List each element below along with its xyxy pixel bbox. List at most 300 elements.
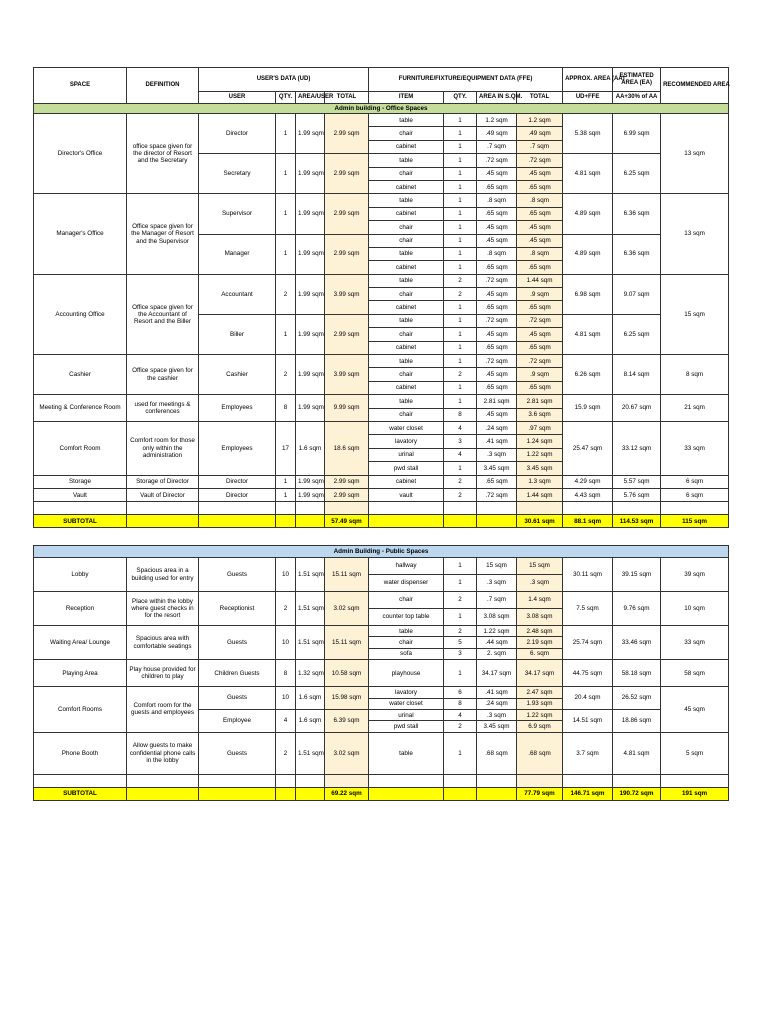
- item-total: .8 sqm: [517, 194, 563, 207]
- user-name: Guests: [199, 626, 276, 660]
- item-name: table: [369, 114, 444, 127]
- item-total: 15 sqm: [517, 558, 563, 575]
- item-total: .45 sqm: [517, 221, 563, 234]
- approx-area: 6.98 sqm: [563, 274, 613, 314]
- item-qty: 2: [444, 368, 477, 381]
- user-area: 1.51 sqm: [296, 592, 325, 626]
- subtotal-ffe: 77.79 sqm: [517, 787, 563, 800]
- subtotal-approx: 88.1 sqm: [563, 515, 613, 528]
- item-area: .7 sqm: [477, 140, 517, 153]
- item-total: 3.45 sqm: [517, 462, 563, 475]
- approx-area: 20.4 sqm: [563, 687, 613, 710]
- table-row: [34, 626, 729, 637]
- recommended-area: 15 sqm: [661, 274, 729, 354]
- subtotal-label: SUBTOTAL: [34, 515, 127, 528]
- item-area: .65 sqm: [477, 381, 517, 394]
- item-qty: 1: [444, 395, 477, 408]
- item-name: pwd stall: [369, 462, 444, 475]
- item-total: .49 sqm: [517, 127, 563, 140]
- table-row: [34, 421, 729, 434]
- header-users-data: USER'S DATA (UD): [199, 68, 369, 92]
- office-spaces-table: [33, 67, 729, 528]
- user-name: Supervisor: [199, 194, 276, 234]
- header-definition: DEFINITION: [127, 68, 199, 104]
- user-area: 1.6 sqm: [296, 709, 325, 732]
- item-total: .65 sqm: [517, 301, 563, 314]
- estimated-area: 5.57 sqm: [613, 475, 661, 488]
- item-total: 1.2 sqm: [517, 114, 563, 127]
- space-definition: Allow guests to make confidential phone calls in the lobby: [127, 732, 199, 774]
- user-name: Employee: [199, 709, 276, 732]
- header-user: USER: [199, 92, 276, 104]
- item-name: chair: [369, 127, 444, 140]
- item-name: chair: [369, 234, 444, 247]
- approx-area: 4.43 sqm: [563, 488, 613, 501]
- recommended-area: 39 sqm: [661, 558, 729, 592]
- item-total: .45 sqm: [517, 167, 563, 180]
- item-qty: 1: [444, 381, 477, 394]
- item-qty: 2: [444, 274, 477, 287]
- user-name: Employees: [199, 421, 276, 475]
- approx-area: 15.9 sqm: [563, 395, 613, 422]
- item-qty: 8: [444, 698, 477, 709]
- user-total: 15.11 sqm: [325, 558, 369, 592]
- user-qty: 10: [276, 687, 296, 710]
- user-area: 1.99 sqm: [296, 194, 325, 234]
- user-total: 2.99 sqm: [325, 314, 369, 354]
- item-name: chair: [369, 637, 444, 648]
- user-name: Director: [199, 488, 276, 501]
- user-total: 6.39 sqm: [325, 709, 369, 732]
- item-qty: 4: [444, 448, 477, 461]
- item-area: .45 sqm: [477, 234, 517, 247]
- user-name: Director: [199, 114, 276, 154]
- approx-area: 44.75 sqm: [563, 660, 613, 687]
- user-area: 1.99 sqm: [296, 355, 325, 395]
- subtotal-estimated: 190.72 sqm: [613, 787, 661, 800]
- item-area: .45 sqm: [477, 167, 517, 180]
- item-area: .41 sqm: [477, 687, 517, 698]
- header-estimated-area: ESTIMATED AREA (EA): [613, 68, 661, 92]
- item-qty: 1: [444, 167, 477, 180]
- section-title: Admin Building - Public Spaces: [34, 546, 729, 558]
- item-qty: 1: [444, 221, 477, 234]
- item-total: 1.22 sqm: [517, 448, 563, 461]
- header-ud-ffe: UD+FFE: [563, 92, 613, 104]
- estimated-area: 6.25 sqm: [613, 154, 661, 194]
- item-name: playhouse: [369, 660, 444, 687]
- space-definition: Comfort room for those only within the administration: [127, 421, 199, 475]
- item-name: table: [369, 732, 444, 774]
- user-total: 15.11 sqm: [325, 626, 369, 660]
- approx-area: 6.26 sqm: [563, 355, 613, 395]
- item-total: 34.17 sqm: [517, 660, 563, 687]
- estimated-area: 9.76 sqm: [613, 592, 661, 626]
- user-qty: 10: [276, 626, 296, 660]
- item-area: .41 sqm: [477, 435, 517, 448]
- item-name: cabinet: [369, 341, 444, 354]
- item-area: .7 sqm: [477, 592, 517, 609]
- space-name: Lobby: [34, 558, 127, 592]
- item-total: .65 sqm: [517, 207, 563, 220]
- item-qty: 4: [444, 709, 477, 720]
- item-name: cabinet: [369, 180, 444, 193]
- space-name: Reception: [34, 592, 127, 626]
- approx-area: 30.11 sqm: [563, 558, 613, 592]
- item-total: .8 sqm: [517, 247, 563, 260]
- recommended-area: 13 sqm: [661, 194, 729, 274]
- item-total: 6.9 sqm: [517, 721, 563, 732]
- item-qty: 8: [444, 408, 477, 421]
- item-total: .97 sqm: [517, 421, 563, 434]
- item-qty: 1: [444, 180, 477, 193]
- blank-row: [34, 502, 729, 515]
- recommended-area: 33 sqm: [661, 421, 729, 475]
- item-name: lavatory: [369, 687, 444, 698]
- item-name: chair: [369, 167, 444, 180]
- item-total: .9 sqm: [517, 368, 563, 381]
- item-qty: 1: [444, 558, 477, 575]
- user-area: 1.99 sqm: [296, 395, 325, 422]
- item-area: .44 sqm: [477, 637, 517, 648]
- item-total: 2.81 sqm: [517, 395, 563, 408]
- approx-area: 25.74 sqm: [563, 626, 613, 660]
- item-name: table: [369, 154, 444, 167]
- item-total: .7 sqm: [517, 140, 563, 153]
- recommended-area: 6 sqm: [661, 475, 729, 488]
- space-definition: Spacious area with comfortable seatings: [127, 626, 199, 660]
- item-name: chair: [369, 288, 444, 301]
- item-total: 6. sqm: [517, 648, 563, 659]
- item-total: .65 sqm: [517, 341, 563, 354]
- space-definition: Comfort room for the guests and employees: [127, 687, 199, 733]
- subtotal-row: [34, 515, 729, 528]
- user-name: Director: [199, 475, 276, 488]
- user-area: 1.6 sqm: [296, 687, 325, 710]
- item-qty: 2: [444, 288, 477, 301]
- user-total: 10.58 sqm: [325, 660, 369, 687]
- item-name: cabinet: [369, 261, 444, 274]
- approx-area: 25.47 sqm: [563, 421, 613, 475]
- item-area: .65 sqm: [477, 180, 517, 193]
- subtotal-label: SUBTOTAL: [34, 787, 127, 800]
- user-name: Secretary: [199, 154, 276, 194]
- item-qty: 3: [444, 435, 477, 448]
- item-area: .24 sqm: [477, 421, 517, 434]
- estimated-area: 33.46 sqm: [613, 626, 661, 660]
- user-total: 2.99 sqm: [325, 488, 369, 501]
- user-name: Employees: [199, 395, 276, 422]
- item-name: cabinet: [369, 475, 444, 488]
- user-total: 2.99 sqm: [325, 194, 369, 234]
- header-recommended-area: RECOMMENDED AREA: [661, 68, 729, 104]
- space-name: Accounting Office: [34, 274, 127, 354]
- estimated-area: 18.86 sqm: [613, 709, 661, 732]
- user-total: 2.99 sqm: [325, 114, 369, 154]
- item-name: chair: [369, 221, 444, 234]
- user-area: 1.32 sqm: [296, 660, 325, 687]
- subtotal-recommended: 191 sqm: [661, 787, 729, 800]
- item-total: .9 sqm: [517, 288, 563, 301]
- space-name: Cashier: [34, 355, 127, 395]
- table-row: [34, 475, 729, 488]
- table-row: [34, 355, 729, 368]
- user-area: 1.99 sqm: [296, 274, 325, 314]
- table-row: [34, 687, 729, 698]
- item-qty: 1: [444, 314, 477, 327]
- item-total: .72 sqm: [517, 154, 563, 167]
- recommended-area: 33 sqm: [661, 626, 729, 660]
- header-item: ITEM: [369, 92, 444, 104]
- table-row: [34, 194, 729, 207]
- space-name: Manager's Office: [34, 194, 127, 274]
- item-name: urinal: [369, 709, 444, 720]
- item-total: .68 sqm: [517, 732, 563, 774]
- item-total: .65 sqm: [517, 180, 563, 193]
- user-qty: 1: [276, 314, 296, 354]
- item-total: 1.22 sqm: [517, 709, 563, 720]
- item-name: chair: [369, 408, 444, 421]
- space-definition: Office space given for the cashier: [127, 355, 199, 395]
- approx-area: 7.5 sqm: [563, 592, 613, 626]
- item-qty: 1: [444, 234, 477, 247]
- item-qty: 1: [444, 140, 477, 153]
- user-qty: 1: [276, 488, 296, 501]
- item-qty: 2: [444, 475, 477, 488]
- item-name: table: [369, 314, 444, 327]
- space-definition: Play house provided for children to play: [127, 660, 199, 687]
- item-name: table: [369, 274, 444, 287]
- space-name: Playing Area: [34, 660, 127, 687]
- user-name: Guests: [199, 732, 276, 774]
- user-qty: 2: [276, 355, 296, 395]
- item-area: .3 sqm: [477, 709, 517, 720]
- item-area: .49 sqm: [477, 127, 517, 140]
- user-name: Cashier: [199, 355, 276, 395]
- user-name: Accountant: [199, 274, 276, 314]
- item-area: .8 sqm: [477, 194, 517, 207]
- header-total: TOTAL: [325, 92, 369, 104]
- user-qty: 1: [276, 154, 296, 194]
- estimated-area: 33.12 sqm: [613, 421, 661, 475]
- item-area: .72 sqm: [477, 314, 517, 327]
- item-name: lavatory: [369, 435, 444, 448]
- estimated-area: 6.36 sqm: [613, 194, 661, 234]
- space-definition: Office space given for the Manager of Resort and the Supervisor: [127, 194, 199, 274]
- user-qty: 17: [276, 421, 296, 475]
- user-qty: 8: [276, 395, 296, 422]
- user-qty: 8: [276, 660, 296, 687]
- recommended-area: 10 sqm: [661, 592, 729, 626]
- item-total: 1.4 sqm: [517, 592, 563, 609]
- subtotal-approx: 146.71 sqm: [563, 787, 613, 800]
- table-row: [34, 395, 729, 408]
- item-name: hallway: [369, 558, 444, 575]
- space-name: Comfort Room: [34, 421, 127, 475]
- user-name: Children Guests: [199, 660, 276, 687]
- item-area: 1.22 sqm: [477, 626, 517, 637]
- user-total: 15.98 sqm: [325, 687, 369, 710]
- user-name: Receptionist: [199, 592, 276, 626]
- item-area: 3.45 sqm: [477, 462, 517, 475]
- user-total: 9.99 sqm: [325, 395, 369, 422]
- user-total: 2.99 sqm: [325, 475, 369, 488]
- item-area: .68 sqm: [477, 732, 517, 774]
- item-qty: 2: [444, 721, 477, 732]
- approx-area: 4.81 sqm: [563, 314, 613, 354]
- item-area: .8 sqm: [477, 247, 517, 260]
- item-name: table: [369, 247, 444, 260]
- item-total: 1.44 sqm: [517, 274, 563, 287]
- item-name: chair: [369, 592, 444, 609]
- recommended-area: 5 sqm: [661, 732, 729, 774]
- user-total: 2.99 sqm: [325, 234, 369, 274]
- item-qty: 1: [444, 341, 477, 354]
- user-area: 1.51 sqm: [296, 558, 325, 592]
- item-area: .45 sqm: [477, 328, 517, 341]
- item-area: .72 sqm: [477, 488, 517, 501]
- subtotal-ud: 69.22 sqm: [325, 787, 369, 800]
- item-qty: 1: [444, 127, 477, 140]
- approx-area: 4.29 sqm: [563, 475, 613, 488]
- item-qty: 1: [444, 575, 477, 592]
- item-qty: 1: [444, 154, 477, 167]
- item-area: 3.08 sqm: [477, 609, 517, 626]
- item-total: .45 sqm: [517, 234, 563, 247]
- item-area: 2.81 sqm: [477, 395, 517, 408]
- user-qty: 1: [276, 234, 296, 274]
- item-name: table: [369, 626, 444, 637]
- item-name: cabinet: [369, 207, 444, 220]
- user-total: 2.99 sqm: [325, 154, 369, 194]
- header-area-user: AREA/USER: [296, 92, 325, 104]
- item-area: 3.45 sqm: [477, 721, 517, 732]
- item-total: 1.93 sqm: [517, 698, 563, 709]
- item-name: cabinet: [369, 301, 444, 314]
- item-qty: 5: [444, 637, 477, 648]
- item-qty: 1: [444, 660, 477, 687]
- user-area: 1.99 sqm: [296, 154, 325, 194]
- estimated-area: 39.15 sqm: [613, 558, 661, 592]
- space-definition: used for meetings & conferences: [127, 395, 199, 422]
- user-name: Manager: [199, 234, 276, 274]
- user-name: Guests: [199, 687, 276, 710]
- user-qty: 4: [276, 709, 296, 732]
- item-qty: 2: [444, 592, 477, 609]
- estimated-area: 58.18 sqm: [613, 660, 661, 687]
- item-qty: 1: [444, 732, 477, 774]
- user-total: 3.99 sqm: [325, 355, 369, 395]
- header-total: TOTAL: [517, 92, 563, 104]
- header-space: SPACE: [34, 68, 127, 104]
- user-area: 1.99 sqm: [296, 475, 325, 488]
- approx-area: 3.7 sqm: [563, 732, 613, 774]
- user-area: 1.99 sqm: [296, 114, 325, 154]
- space-name: Vault: [34, 488, 127, 501]
- space-definition: Place within the lobby where guest checks in for the resort: [127, 592, 199, 626]
- item-name: table: [369, 194, 444, 207]
- item-name: vault: [369, 488, 444, 501]
- user-total: 3.02 sqm: [325, 592, 369, 626]
- table-row: [34, 732, 729, 774]
- space-definition: office space given for the director of Resort and the Secretary: [127, 114, 199, 194]
- item-total: .72 sqm: [517, 314, 563, 327]
- approx-area: 4.89 sqm: [563, 194, 613, 234]
- item-qty: 2: [444, 626, 477, 637]
- item-name: counter top table: [369, 609, 444, 626]
- subtotal-ud: 57.49 sqm: [325, 515, 369, 528]
- space-definition: Storage of Director: [127, 475, 199, 488]
- estimated-area: 26.52 sqm: [613, 687, 661, 710]
- space-name: Storage: [34, 475, 127, 488]
- user-total: 18.6 sqm: [325, 421, 369, 475]
- item-qty: 6: [444, 687, 477, 698]
- table-row: [34, 558, 729, 575]
- item-total: .65 sqm: [517, 381, 563, 394]
- recommended-area: 6 sqm: [661, 488, 729, 501]
- public-spaces-table: [33, 545, 729, 801]
- item-name: water closet: [369, 421, 444, 434]
- header-qty: QTY.: [276, 92, 296, 104]
- user-total: 3.99 sqm: [325, 274, 369, 314]
- item-area: .24 sqm: [477, 698, 517, 709]
- recommended-area: 45 sqm: [661, 687, 729, 733]
- item-name: sofa: [369, 648, 444, 659]
- item-qty: 2: [444, 488, 477, 501]
- item-total: .3 sqm: [517, 575, 563, 592]
- space-name: Meeting & Conference Room: [34, 395, 127, 422]
- item-qty: 1: [444, 462, 477, 475]
- user-total: 3.02 sqm: [325, 732, 369, 774]
- space-definition: Spacious area in a building used for entry: [127, 558, 199, 592]
- estimated-area: 9.07 sqm: [613, 274, 661, 314]
- item-qty: 1: [444, 207, 477, 220]
- header-qty: QTY.: [444, 92, 477, 104]
- item-name: chair: [369, 368, 444, 381]
- item-name: table: [369, 355, 444, 368]
- approx-area: 4.81 sqm: [563, 154, 613, 194]
- recommended-area: 13 sqm: [661, 114, 729, 194]
- user-qty: 2: [276, 592, 296, 626]
- item-qty: 1: [444, 609, 477, 626]
- estimated-area: 6.25 sqm: [613, 314, 661, 354]
- item-area: 15 sqm: [477, 558, 517, 575]
- item-total: 3.08 sqm: [517, 609, 563, 626]
- header-approx-area: APPROX. AREA (AA): [563, 68, 613, 92]
- estimated-area: 4.81 sqm: [613, 732, 661, 774]
- space-name: Director's Office: [34, 114, 127, 194]
- user-area: 1.99 sqm: [296, 234, 325, 274]
- estimated-area: 6.36 sqm: [613, 234, 661, 274]
- item-qty: 1: [444, 114, 477, 127]
- space-definition: Vault of Director: [127, 488, 199, 501]
- user-area: 1.6 sqm: [296, 421, 325, 475]
- recommended-area: 8 sqm: [661, 355, 729, 395]
- item-qty: 1: [444, 247, 477, 260]
- item-name: pwd stall: [369, 721, 444, 732]
- table-row: [34, 660, 729, 687]
- item-total: .45 sqm: [517, 328, 563, 341]
- space-definition: Office space given for the Accountant of Resort and the Biller: [127, 274, 199, 354]
- table-row: [34, 488, 729, 501]
- item-area: .3 sqm: [477, 448, 517, 461]
- blank-row: [34, 774, 729, 787]
- recommended-area: 21 sqm: [661, 395, 729, 422]
- user-qty: 1: [276, 114, 296, 154]
- item-name: chair: [369, 328, 444, 341]
- user-area: 1.51 sqm: [296, 732, 325, 774]
- item-total: 2.48 sqm: [517, 626, 563, 637]
